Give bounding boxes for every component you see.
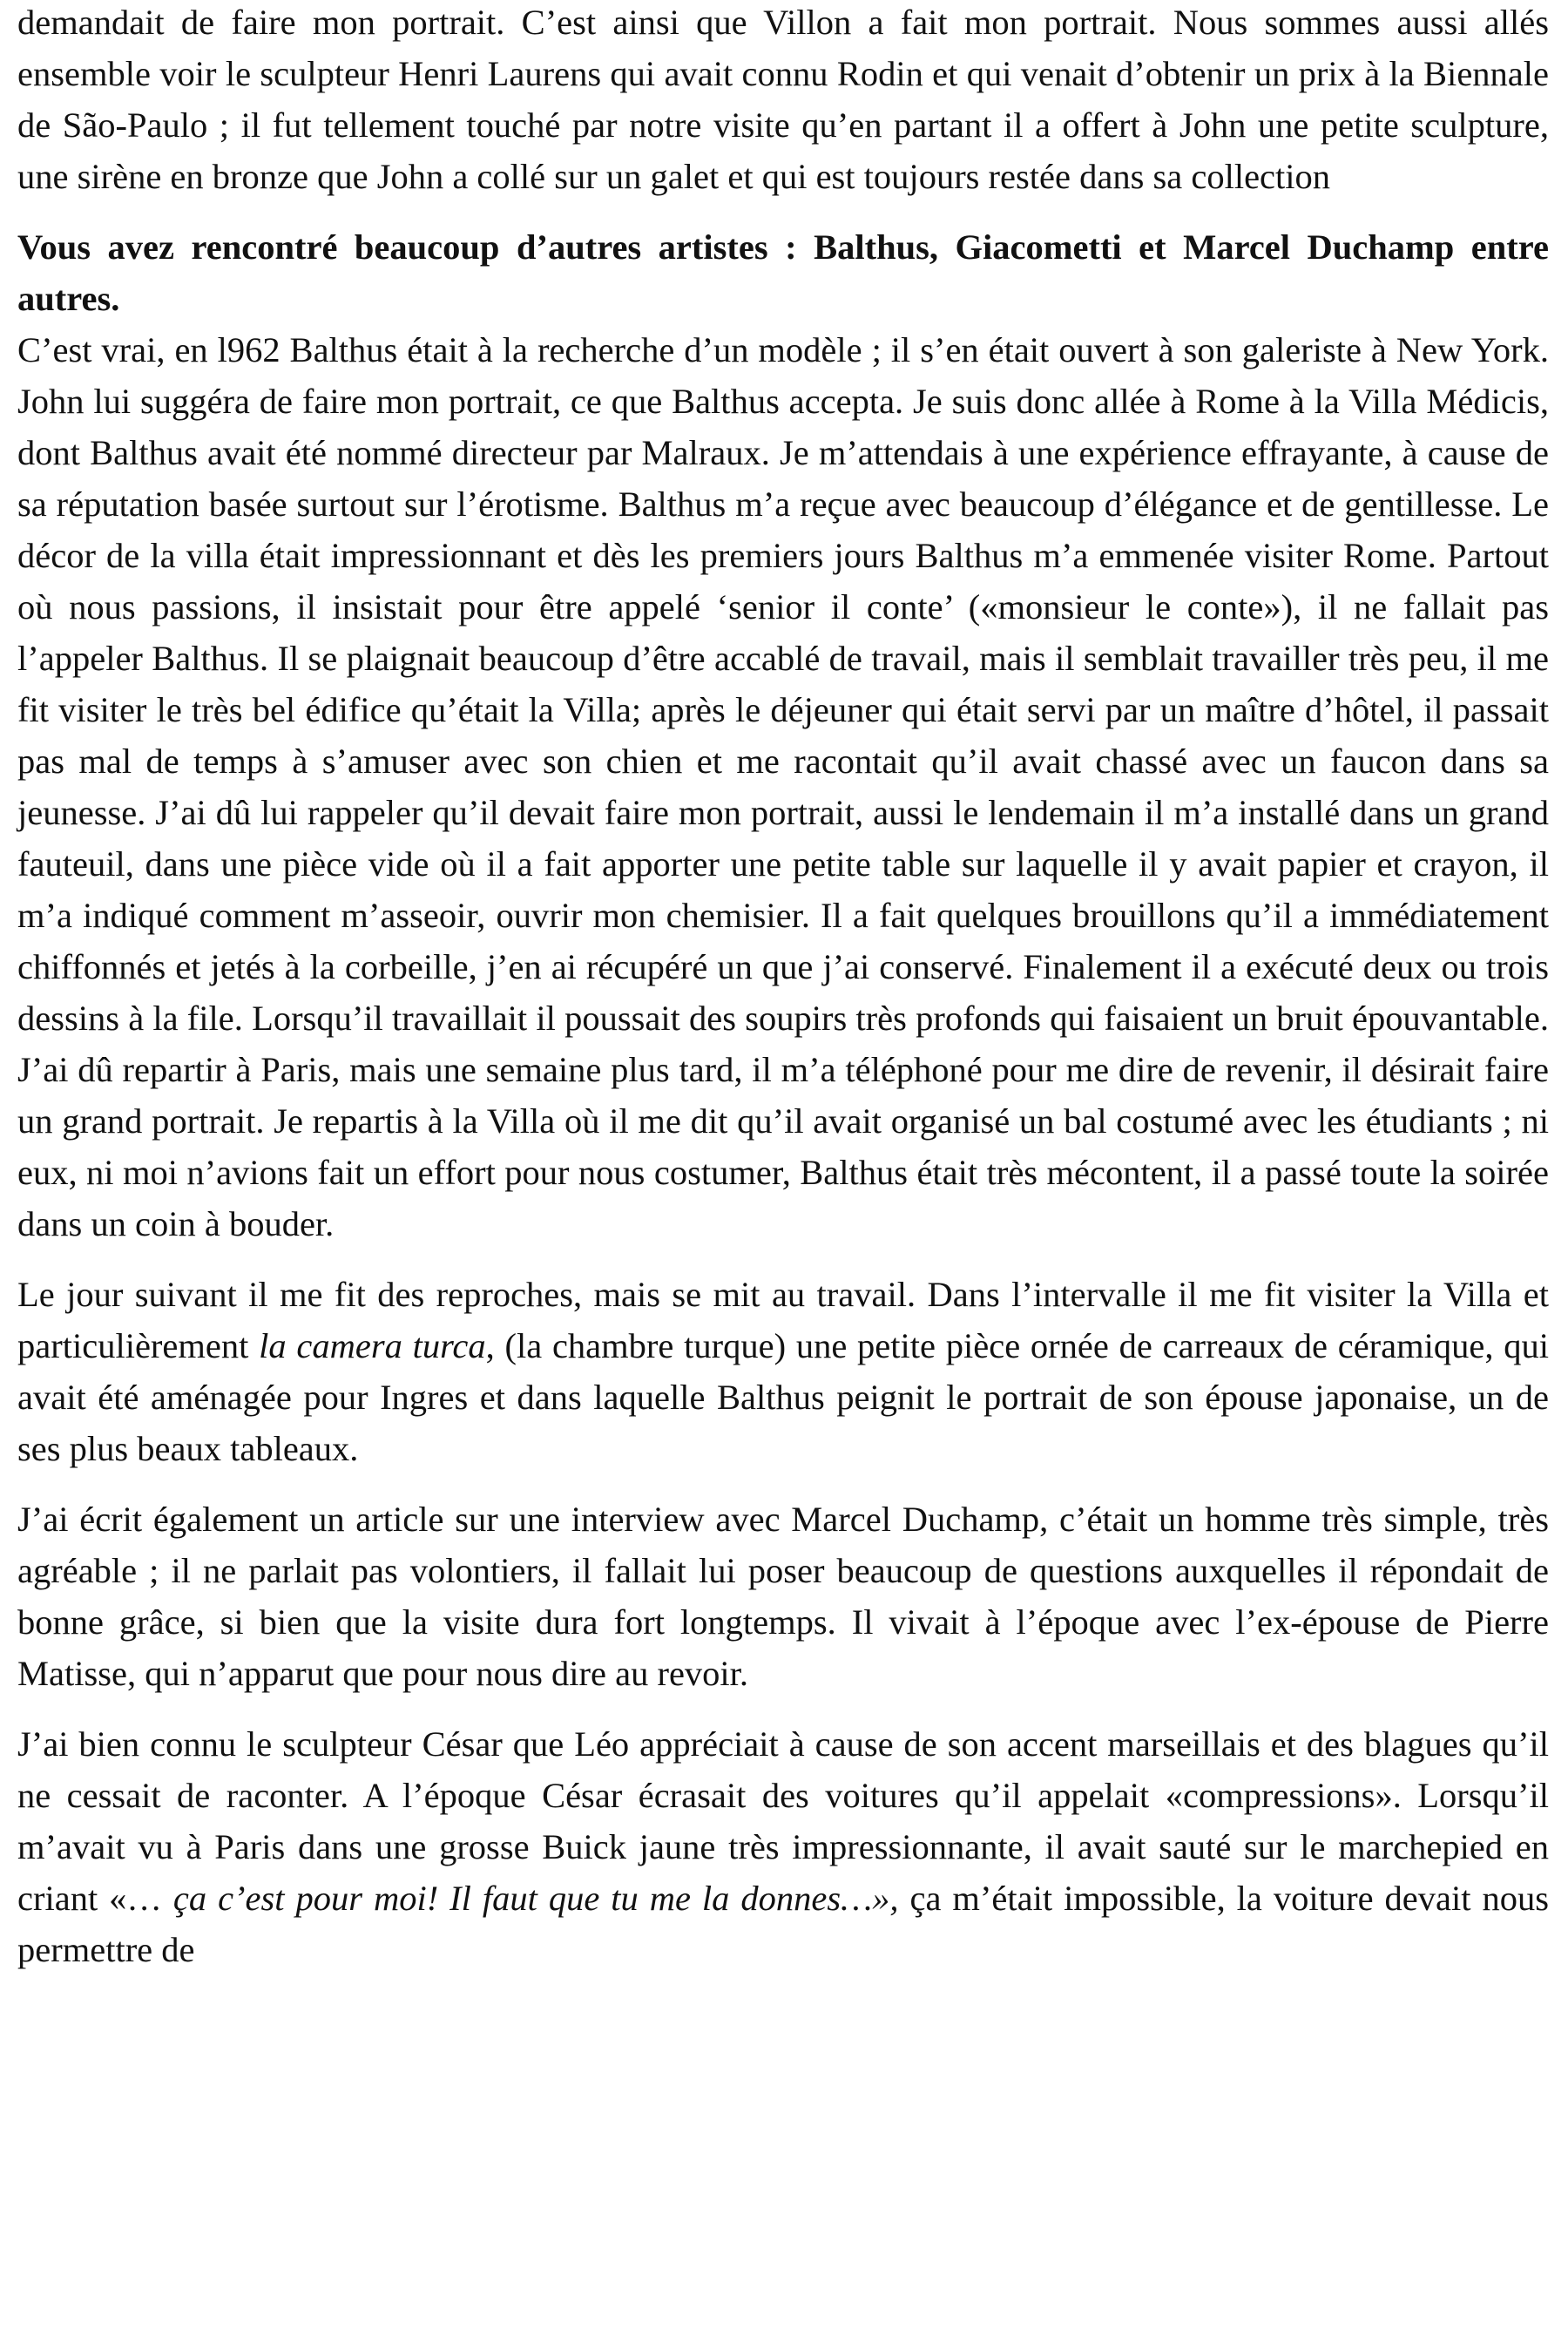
paragraph-duchamp [17, 1493, 1549, 1699]
text-segment: , (la chambre turque) une petite pièce ornée de carreaux de céramique, qui avait été aménagée pour Ingres et dans laquelle Balthus peignit le portrait de son épouse japonaise, un de ses plus beaux tableaux. [17, 1326, 1549, 1468]
document-body [17, 0, 1549, 1975]
text-segment: ça m’était impossible, la voiture devait nous permettre de [17, 1879, 1549, 1969]
text-segment: demandait de faire mon portrait. C’est ainsi que Villon a fait mon portrait. Nous sommes aussi allés ensemble voir le sculpteur Henri Laurens qui avait connu Rodin et qui venait d’obtenir un prix à la Biennale de São-Paulo ; il fut tellement touché par notre visite qu’en partant il a offert à John une petite sculpture, une sirène en bronze que John a collé sur un galet et qui est toujours restée dans sa collection [17, 3, 1549, 196]
paragraph-balthus [17, 324, 1549, 1249]
paragraph-cesar [17, 1718, 1549, 1975]
italic-text-segment: la camera turca [259, 1326, 486, 1365]
text-segment: Vous avez rencontré beaucoup d’autres artistes : Balthus, Giacometti et Marcel Duchamp entre autres. [17, 227, 1549, 318]
text-segment: C’est vrai, en l962 Balthus était à la recherche d’un modèle ; il s’en était ouvert à son galeriste à New York. John lui suggéra de faire mon portrait, ce que Balthus accepta. Je suis donc allée à Rome à la Villa Médicis, dont Balthus avait été nommé directeur par Malraux. Je m’attendais à une expérience effrayante, à cause de sa réputation basée surtout sur l’érotisme. Balthus m’a reçue avec beaucoup d’élégance et de gentillesse. Le décor de la villa était impressionnant et dès les premiers jours Balthus m’a emmenée visiter Rome. Partout où nous passions, il insistait pour être appelé ‘senior il conte’ («monsieur le conte»), il ne fallait pas l’appeler Balthus. Il se plaignait beaucoup d’être accablé de travail, mais il semblait travailler très peu, il me fit visiter le très bel édifice qu’était la Villa; après le déjeuner qui était servi par un maître d’hôtel, il passait pas mal de temps à s’amuser avec son chien et me racontait qu’il avait chassé avec un faucon dans sa jeunesse. J’ai dû lui rappeler qu’il devait faire mon portrait, aussi le lendemain il m’a installé dans un grand fauteuil, dans une pièce vide où il a fait apporter une petite table sur laquelle il y avait papier et crayon, il m’a indiqué comment m’asseoir, ouvrir mon chemisier. Il a fait quelques brouillons qu’il a immédiatement chiffonnés et jetés à la corbeille, j’en ai récupéré un que j’ai conservé. Finalement il a exécuté deux ou trois dessins à la file. Lorsqu’il travaillait il poussait des soupirs très profonds qui faisaient un bruit épouvantable. J’ai dû repartir à Paris, mais une semaine plus tard, il m’a téléphoné pour me dire de revenir, il désirait faire un grand portrait. Je repartis à la Villa où il me dit qu’il avait organisé un bal costumé avec les étudiants ; ni eux, ni moi n’avions fait un effort pour nous costumer, Balthus était très mécontent, il a passé toute la soirée dans un coin à bouder. [17, 330, 1549, 1243]
paragraph-camera-turca [17, 1269, 1549, 1474]
paragraph-villon-laurens [17, 0, 1549, 202]
text-segment: J’ai écrit également un article sur une interview avec Marcel Duchamp, c’était un homme très simple, très agréable ; il ne parlait pas volontiers, il fallait lui poser beaucoup de questions auxquelles il répondait de bonne grâce, si bien que la visite dura fort longtemps. Il vivait à l’époque avec l’ex-épouse de Pierre Matisse, qui n’apparut que pour nous dire au revoir. [17, 1500, 1549, 1693]
italic-text-segment: ça c’est pour moi! Il faut que tu me la donnes…», [172, 1879, 899, 1918]
interview-question [17, 221, 1549, 324]
text-segment: J’ai bien connu le sculpteur César que Léo appréciait à cause de son accent marseillais et des blagues qu’il ne cessait de raconter. A l’époque César écrasait des voitures qu’il appelait «compressions». Lorsqu’il m’avait vu à Paris dans une grosse Buick jaune très impressionnante, il avait sauté sur le marchepied en criant «… [17, 1724, 1549, 1918]
text-segment: Le jour suivant il me fit des reproches, mais se mit au travail. Dans l’intervalle il me fit visiter la Villa et particulièrement [17, 1275, 1549, 1365]
